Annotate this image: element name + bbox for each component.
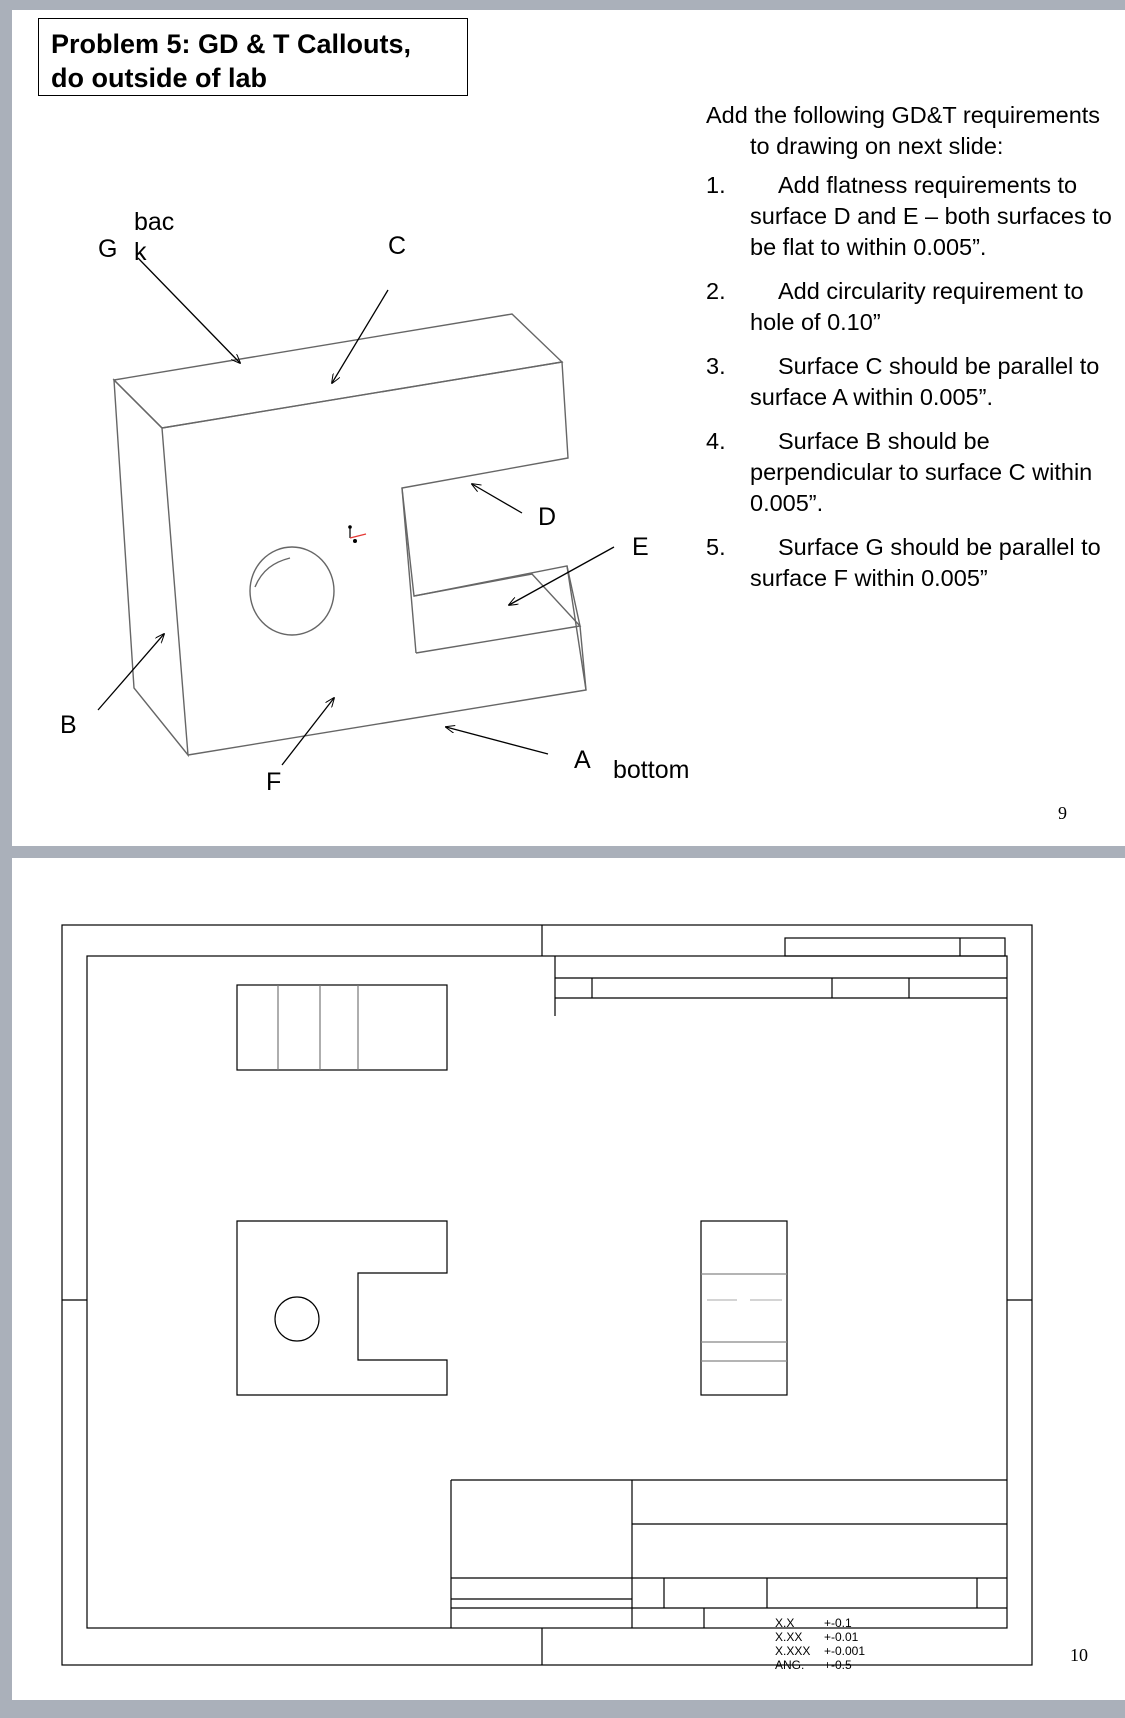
requirement-text: Add circularity requirement to hole of 0.10”: [750, 278, 1084, 335]
requirement-item: [706, 276, 1121, 338]
tol-value: +-0.1: [824, 1616, 852, 1630]
outer-border: [62, 925, 1032, 1665]
isometric-part-drawing: [12, 10, 712, 790]
page-number: 10: [1070, 1645, 1088, 1665]
requirement-number: 4.: [706, 428, 726, 454]
leader-d: [472, 484, 522, 513]
tol-format: X.XXX: [775, 1644, 811, 1658]
requirement-item: [706, 532, 1121, 594]
part-top-face: [114, 314, 562, 428]
label-back-2: k: [134, 238, 147, 266]
front-view-hole: [275, 1297, 319, 1341]
label-a: A: [574, 746, 591, 774]
front-view: [237, 1221, 447, 1395]
tol-value: +-0.5: [824, 1658, 852, 1672]
top-view: [237, 985, 447, 1070]
requirement-text: Add flatness requirements to surface D and E – both surfaces to be flat to within 0.005”.: [750, 172, 1112, 260]
requirement-number: 1.: [706, 172, 726, 198]
label-d: D: [538, 503, 557, 531]
slot-inner-edge: [402, 488, 416, 653]
tol-format: ANG.: [775, 1658, 805, 1672]
requirement-number: 3.: [706, 353, 726, 379]
requirement-number: 2.: [706, 278, 726, 304]
requirement-item: [706, 351, 1121, 413]
tol-value: +-0.01: [824, 1630, 859, 1644]
label-bottom: bottom: [613, 756, 690, 784]
requirement-text: Surface C should be parallel to surface A within 0.005”.: [750, 353, 1100, 410]
leader-f: [282, 698, 334, 765]
label-back-1: bac: [134, 208, 175, 236]
tol-value: +-0.001: [824, 1644, 866, 1658]
requirement-text: Surface G should be parallel to surface F within 0.005”: [750, 534, 1101, 591]
part-front-face: [162, 362, 586, 755]
requirements-list: [706, 170, 1121, 594]
drawing-sheet: [12, 858, 1125, 1700]
page-number: 9: [1058, 803, 1067, 823]
title-block: [451, 1480, 1007, 1628]
requirements-text: [706, 100, 1121, 607]
slot-bottom-face: [414, 574, 580, 653]
inner-border: [87, 956, 1007, 1628]
problem-title-line-2: do outside of lab: [51, 63, 267, 93]
slide-10: [12, 858, 1125, 1700]
label-e: E: [632, 533, 649, 561]
label-c: C: [388, 232, 407, 260]
requirement-text: Surface B should be perpendicular to surface C within 0.005”.: [750, 428, 1093, 516]
leader-g: [138, 258, 240, 363]
tol-format: X.XX: [775, 1630, 803, 1644]
tol-format: X.X: [775, 1616, 795, 1630]
leader-a: [446, 727, 548, 754]
axis-triad: [348, 525, 366, 543]
part-left-face: [114, 380, 188, 755]
label-b: B: [60, 711, 77, 739]
tolerance-block: [775, 1616, 865, 1672]
problem-title-line-1: Problem 5: GD & T Callouts,: [51, 29, 412, 59]
requirements-intro: Add the following GD&T requirements to drawing on next slide:: [706, 102, 1101, 159]
slide-9: [12, 10, 1125, 846]
side-view: [701, 1221, 787, 1395]
hole-circle: [250, 547, 334, 635]
label-g: G: [98, 235, 118, 263]
requirement-item: [706, 426, 1121, 519]
label-f: F: [266, 768, 282, 790]
requirement-number: 5.: [706, 534, 726, 560]
requirement-item: [706, 170, 1121, 263]
